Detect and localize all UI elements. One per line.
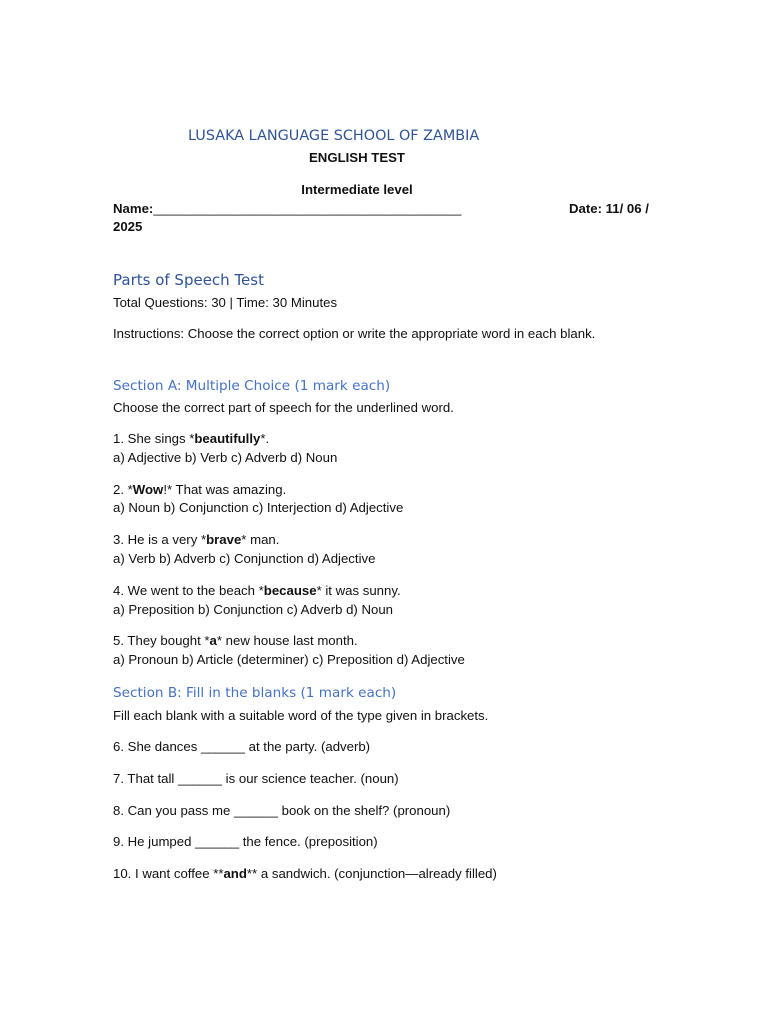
emphasized-word: and xyxy=(223,866,247,881)
test-name: ENGLISH TEST xyxy=(309,150,405,165)
question-text: 10. I want coffee ** xyxy=(113,866,224,881)
date-label: Date: 11/ 06 / xyxy=(569,201,649,216)
school-name: LUSAKA LANGUAGE SCHOOL OF ZAMBIA xyxy=(188,128,480,144)
section-b-intro: Fill each blank with a suitable word of the type given in brackets. xyxy=(113,708,489,723)
question-text: * new house last month. xyxy=(216,633,358,648)
section-a-intro: Choose the correct part of speech for the underlined word. xyxy=(113,400,454,415)
question-2-options: a) Noun b) Conjunction c) Interjection d) Adjective xyxy=(113,500,404,515)
question-7: 7. That tall ______ is our science teacher. (noun) xyxy=(113,771,399,786)
question-3-options: a) Verb b) Adverb c) Conjunction d) Adjective xyxy=(113,551,376,566)
section-b-heading: Section B: Fill in the blanks (1 mark each) xyxy=(113,685,397,701)
question-5-options: a) Pronoun b) Article (determiner) c) Preposition d) Adjective xyxy=(113,652,465,667)
question-text: 2. * xyxy=(113,482,133,497)
question-6: 6. She dances ______ at the party. (adverb) xyxy=(113,739,371,754)
instructions: Instructions: Choose the correct option or write the appropriate word in each blank. xyxy=(113,326,596,341)
question-1 xyxy=(113,431,269,447)
question-4-options: a) Preposition b) Conjunction c) Adverb d) Noun xyxy=(113,602,394,617)
section-a-heading: Section A: Multiple Choice (1 mark each) xyxy=(113,378,391,394)
question-text: 1. She sings * xyxy=(113,431,195,446)
test-summary: Total Questions: 30 | Time: 30 Minutes xyxy=(113,295,338,310)
question-text: 5. They bought * xyxy=(113,633,210,648)
question-text: * it was sunny. xyxy=(316,583,401,598)
question-2 xyxy=(113,482,286,498)
question-text: !* That was amazing. xyxy=(163,482,287,497)
question-text: * man. xyxy=(241,532,280,547)
question-9: 9. He jumped ______ the fence. (preposition) xyxy=(113,834,378,849)
emphasized-word: Wow xyxy=(132,482,164,497)
page-title: Parts of Speech Test xyxy=(113,271,264,289)
test-level: Intermediate level xyxy=(301,182,413,197)
date-year: 2025 xyxy=(113,219,143,234)
question-8: 8. Can you pass me ______ book on the shelf? (pronoun) xyxy=(113,803,451,818)
question-text: *. xyxy=(260,431,270,446)
emphasized-word: beautifully xyxy=(194,431,261,446)
question-text: 4. We went to the beach * xyxy=(113,583,264,598)
question-10 xyxy=(113,866,497,882)
question-text: ** a sandwich. (conjunction—already filled) xyxy=(246,866,497,881)
name-label: Name: xyxy=(113,201,154,216)
question-5 xyxy=(113,633,358,649)
name-line xyxy=(113,201,461,217)
emphasized-word: brave xyxy=(206,532,242,547)
question-3 xyxy=(113,532,279,548)
question-1-options: a) Adjective b) Verb c) Adverb d) Noun xyxy=(113,450,338,465)
name-blank: __________________________________________ xyxy=(153,201,462,216)
emphasized-word: because xyxy=(263,583,317,598)
question-text: 3. He is a very * xyxy=(113,532,207,547)
emphasized-word: a xyxy=(209,633,217,648)
question-4 xyxy=(113,583,401,599)
